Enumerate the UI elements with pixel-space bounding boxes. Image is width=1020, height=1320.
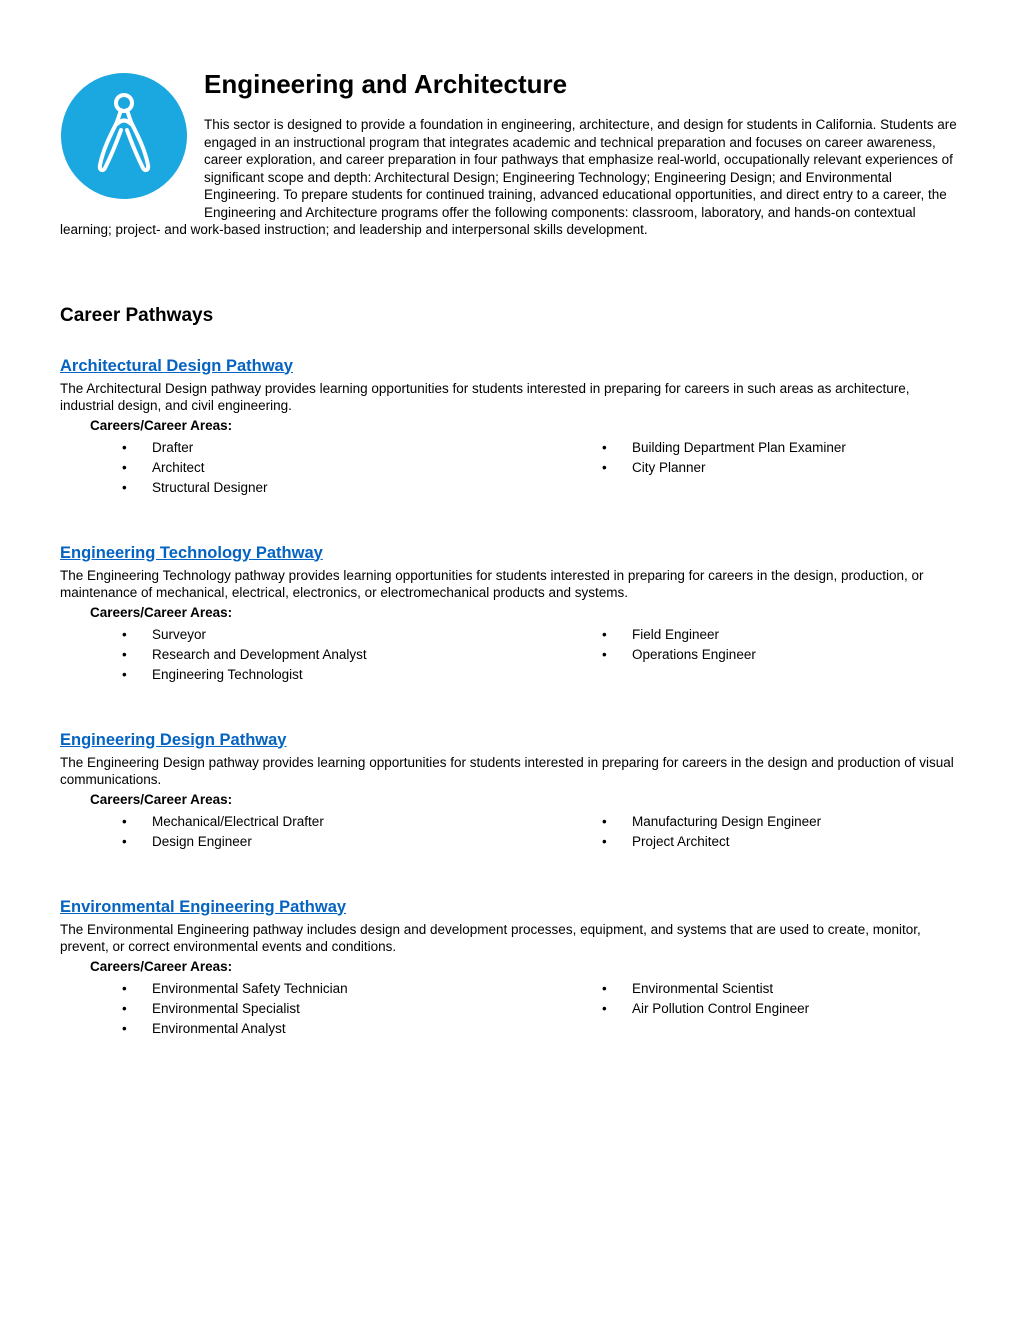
careers-label: Careers/Career Areas: [90,791,233,807]
pathway-section-architectural-design [60,357,960,498]
careers-label: Careers/Career Areas: [90,958,233,974]
careers-column-right [600,812,960,852]
career-item: • Environmental Safety Technician [122,979,600,999]
pathway-section-engineering-design [60,731,960,852]
careers-columns [60,625,960,685]
pathway-description: The Environmental Engineering pathway includes design and development processes, equipment, and systems that are used to create, monitor, prevent, or correct environmental events and conditions. [60,921,921,954]
careers-column-right [600,979,960,1039]
career-item: • Manufacturing Design Engineer [602,812,960,832]
careers-column-left [60,438,600,498]
career-item: • Mechanical/Electrical Drafter [122,812,600,832]
careers-columns [60,979,960,1039]
career-item: • Engineering Technologist [122,665,600,685]
career-item: • Operations Engineer [602,645,960,665]
page-title: Engineering and Architecture [204,69,568,99]
document-header [60,68,960,239]
career-item: • Architect [122,458,600,478]
careers-column-left [60,625,600,685]
careers-column-left [60,979,600,1039]
career-item: • Structural Designer [122,478,600,498]
career-item: • City Planner [602,458,960,478]
career-item: • Air Pollution Control Engineer [602,999,960,1019]
careers-column-right [600,625,960,685]
careers-label: Careers/Career Areas: [90,417,233,433]
pathway-section-engineering-technology [60,544,960,685]
career-item: • Surveyor [122,625,600,645]
career-item: • Environmental Specialist [122,999,600,1019]
pathway-description: The Architectural Design pathway provides learning opportunities for students interested in preparing for careers in such areas as architecture, industrial design, and civil engineering. [60,380,910,413]
pathway-section-environmental-engineering [60,898,960,1039]
careers-columns [60,438,960,498]
career-pathways-heading: Career Pathways [60,304,214,326]
pathway-description: The Engineering Design pathway provides learning opportunities for students interested in preparing for careers in the design and production of visual communications. [60,754,954,787]
pathway-heading-environmental-engineering[interactable]: Environmental Engineering Pathway [60,897,347,916]
career-item: • Building Department Plan Examiner [602,438,960,458]
sector-logo [60,72,188,200]
careers-column-right [600,438,960,498]
career-item: • Environmental Analyst [122,1019,600,1039]
pathway-description: The Engineering Technology pathway provides learning opportunities for students interested in preparing for careers in the design, production, or maintenance of mechanical, electrical, electronics, or electromechanical products and systems. [60,567,924,600]
pathway-heading-architectural-design[interactable]: Architectural Design Pathway [60,356,293,375]
career-item: • Project Architect [602,832,960,852]
drafting-compass-icon [60,72,188,200]
career-item: • Drafter [122,438,600,458]
career-item: • Environmental Scientist [602,979,960,999]
intro-paragraph: This sector is designed to provide a foundation in engineering, architecture, and design for students in California. Students are engaged in an instructional program that integrates academic and technical preparation and focuses on career awareness, career exploration, and career preparation in four pathways that emphasize real-world, occupationally relevant experiences of significant scope and depth: Architectural Design; Engineering Technology; Engineering Design; and Environmental Engineering. To prepare students for continued training, advanced educational opportunities, and direct entry to a career, the Engineering and Architecture programs offer the following components: classroom, laboratory, and hands-on contextual learning; project- and work-based instruction; and leadership and interpersonal skills development. [60,117,957,237]
career-item: • Field Engineer [602,625,960,645]
careers-label: Careers/Career Areas: [90,604,233,620]
career-item: • Research and Development Analyst [122,645,600,665]
pathway-heading-engineering-technology[interactable]: Engineering Technology Pathway [60,543,323,562]
career-item: • Design Engineer [122,832,600,852]
careers-column-left [60,812,600,852]
careers-columns [60,812,960,852]
pathway-heading-engineering-design[interactable]: Engineering Design Pathway [60,730,287,749]
